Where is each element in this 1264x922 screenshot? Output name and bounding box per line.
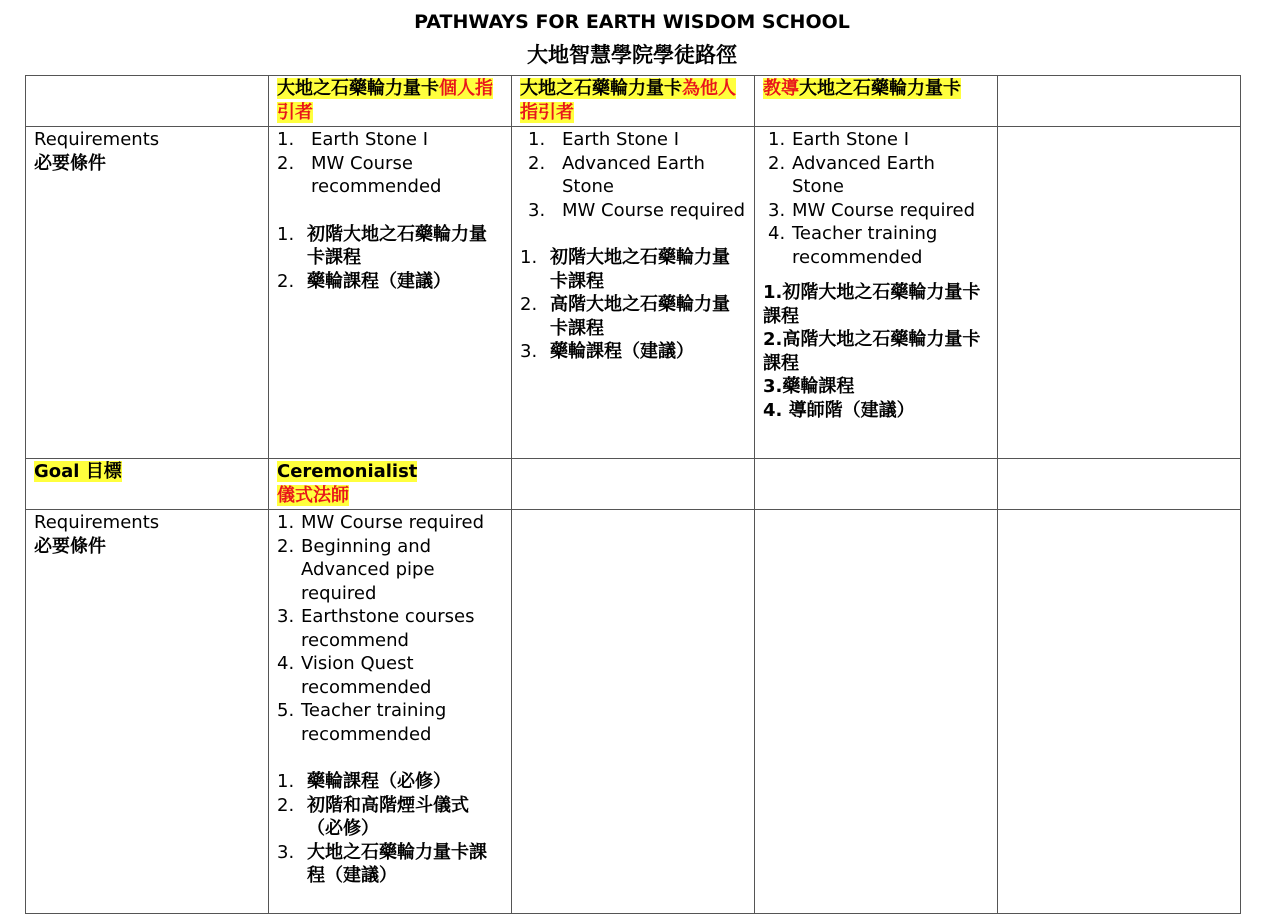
list-item: 1. Earth Stone I: [768, 129, 909, 150]
requirements-blank-cell: [512, 510, 755, 914]
requirements-teaching-en-list: [763, 128, 989, 269]
requirements-guide-for-others-zh-list: [520, 246, 746, 364]
list-item: 3. MW Course required: [528, 199, 746, 221]
requirements-teaching-zh-item: 4. 導師階（建議）: [763, 399, 915, 421]
list-item: 2. 藥輪課程（建議）: [277, 270, 451, 292]
list-item: 3. 藥輪課程（建議）: [520, 341, 694, 362]
requirements-personal-guide-zh-list: [277, 223, 503, 294]
list-item: 1. Earth Stone I: [277, 129, 428, 150]
header-teaching-part2: 大地之石藥輪力量卡: [799, 78, 961, 99]
requirements-label-cell: [26, 510, 269, 914]
requirements-label-en: Requirements: [34, 129, 160, 150]
list-item: 5. Teacher training recommended: [277, 700, 447, 745]
header-personal-guide-part1: 大地之石藥輪力量卡: [277, 78, 439, 99]
requirements-blank-cell: [998, 127, 1241, 459]
requirements-label-cell: [26, 127, 269, 459]
requirements-row-1: [26, 127, 1241, 459]
requirements-personal-guide-cell: [269, 127, 512, 459]
header-cell-empty: [26, 76, 269, 127]
requirements-blank-cell: [755, 510, 998, 914]
requirements-label-zh: 必要條件: [34, 535, 106, 557]
header-cell-guide-for-others: [512, 76, 755, 127]
requirements-teaching-zh-item: 1.初階大地之石藥輪力量卡課程: [763, 282, 981, 327]
requirements-blank-cell: [998, 510, 1241, 914]
goal-row: [26, 459, 1241, 510]
header-teaching-part1: 教導: [763, 78, 799, 99]
requirements-ceremonialist-en-list: [277, 511, 503, 746]
list-item: 3. MW Course required: [768, 199, 976, 221]
list-item: 2. 高階大地之石藥輪力量卡課程: [520, 294, 730, 339]
pathways-table: [25, 75, 1241, 914]
goal-ceremonialist-zh: 儀式法師: [277, 484, 349, 506]
list-item: 2. 初階和高階煙斗儀式（必修）: [277, 794, 469, 839]
goal-label: Goal 目標: [34, 461, 122, 482]
goal-ceremonialist-en: Ceremonialist: [277, 461, 418, 482]
goal-blank-cell: [755, 459, 998, 510]
requirements-teaching-zh-item: 3.藥輪課程: [763, 376, 855, 397]
requirements-guide-for-others-cell: [512, 127, 755, 459]
list-item: 2. Beginning and Advanced pipe required: [277, 535, 435, 604]
list-item: 1. Earth Stone I: [528, 129, 679, 150]
list-item: 2. Advanced Earth Stone: [768, 152, 935, 197]
requirements-label-zh: 必要條件: [34, 152, 106, 174]
requirements-guide-for-others-en-list: [520, 128, 746, 222]
requirements-row-2: [26, 510, 1241, 914]
list-item: 1. 初階大地之石藥輪力量卡課程: [277, 223, 487, 268]
goal-blank-cell: [512, 459, 755, 510]
list-item: 4. Vision Quest recommended: [277, 653, 432, 698]
document-title-english: PATHWAYS FOR EARTH WISDOM SCHOOL: [414, 11, 850, 33]
goal-ceremonialist-cell: [269, 459, 512, 510]
list-item: 2. Advanced Earth Stone: [528, 152, 705, 197]
list-item: 4. Teacher training recommended: [768, 223, 938, 268]
document-title-chinese: 大地智慧學院學徒路徑: [527, 43, 737, 67]
goal-label-cell: [26, 459, 269, 510]
header-row: [26, 76, 1241, 127]
list-item: 3. Earthstone courses recommend: [277, 606, 475, 651]
requirements-personal-guide-en-list: [277, 128, 503, 199]
requirements-ceremonialist-cell: [269, 510, 512, 914]
header-cell-blank: [998, 76, 1241, 127]
list-item: 2. MW Course recommended: [277, 152, 442, 197]
list-item: 3. 大地之石藥輪力量卡課程（建議）: [277, 841, 487, 886]
header-cell-personal-guide: [269, 76, 512, 127]
requirements-ceremonialist-zh-list: [277, 770, 503, 888]
requirements-teaching-zh-item: 2.高階大地之石藥輪力量卡課程: [763, 329, 981, 374]
goal-blank-cell: [998, 459, 1241, 510]
list-item: 1. 初階大地之石藥輪力量卡課程: [520, 247, 730, 292]
list-item: 1. MW Course required: [277, 512, 485, 533]
header-guide-for-others-part1: 大地之石藥輪力量卡: [520, 78, 682, 99]
header-personal-guide-part2: 個人指引者: [277, 78, 493, 123]
list-item: 1. 藥輪課程（必修）: [277, 771, 451, 792]
requirements-teaching-cell: [755, 127, 998, 459]
requirements-label-en: Requirements: [34, 512, 160, 533]
header-guide-for-others-part2: 為他人指引者: [520, 78, 736, 123]
header-cell-teaching: [755, 76, 998, 127]
